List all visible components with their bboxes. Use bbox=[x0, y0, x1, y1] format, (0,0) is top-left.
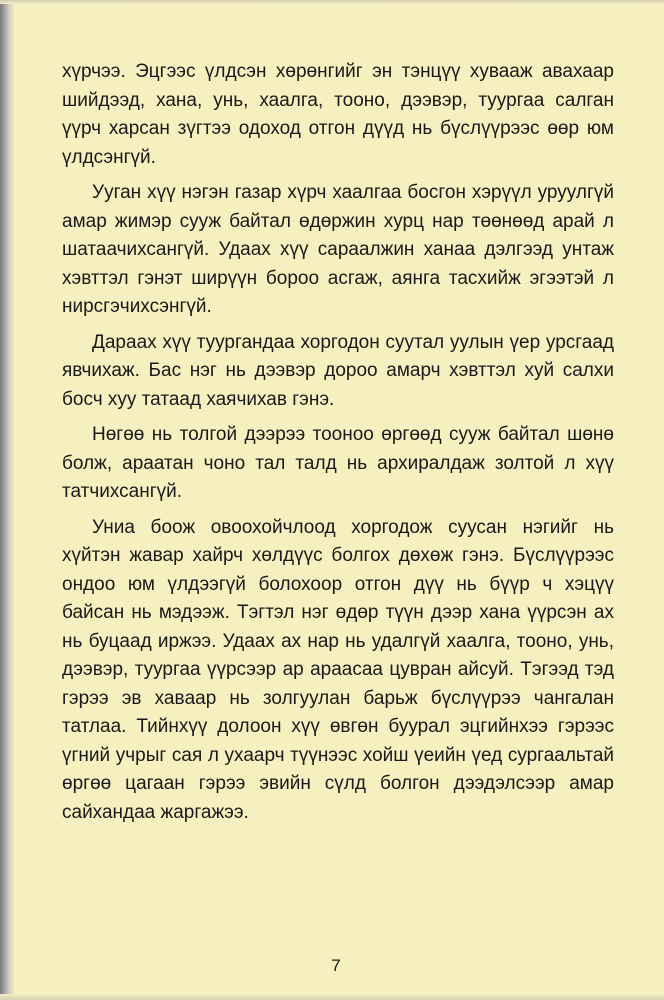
paragraph-4: Нөгөө нь толгой дээрээ тооноо өргөөд сууж байтал шөнө болж, араатан чоно тал талд нь архиралдаж золтой л хүү татчихсангүй. bbox=[62, 424, 614, 502]
paragraph-3: Дараах хүү туургандаа хоргодон суутал уулын үер урсгаад явчихаж. Бас нэг нь дээвэр дороо амарч хэвттэл хуй салхи босч хуу татаад хаячихав гэнэ. bbox=[62, 331, 614, 410]
paragraph-5: Униа боож овоохойчлоод хоргодож суусан нэгийг нь хүйтэн жавар хайрч хөлдүүс болгох дөхөж гэнэ. Бүслүүрээс ондоо юм үлдээгүй болохоор отгон дүү нь бүүр ч хэцүү байсан нь мэдээж. Тэгтэл нэг өдөр түүн дээр хана үүрсэн ах нь буцаад иржээ. Удаах ах нар нь удалгүй хаалга, тооно, унь, дээвэр, туургаа үүрсээр ар араасаа цувран айсуй. Тэгээд тэд гэрээ эв хавaар нь золгуулан барьж бүслүүрээ чангалан татлаа. Тийнхүү долоон хүү өвгөн буурал эцгийнхээ гэрээс үгний учрыг сая л ухаарч түүнээс хойш үеийн үед сургаальтай өргөө цагаан гэрээ эвийн сүлд болгон дээдэлсээр амар сайхандаа жаргажээ. bbox=[62, 516, 614, 823]
scan-binding-edge bbox=[0, 0, 14, 1000]
page-number: 7 bbox=[331, 956, 341, 975]
scan-bottom-edge bbox=[0, 994, 664, 1000]
paragraph-1: хүрчээ. Эцгээс үлдсэн хөрөнгийг эн тэнцүү хувааж авахаар шийдээд, хана, унь, хаалга, тооно, дээвэр, туургаа салган үүрч харсан зүгтээ одоход отгон дүүд нь бүслүүрээс өөр юм үлдсэнгүй. bbox=[62, 61, 614, 168]
scan-top-edge bbox=[0, 0, 664, 4]
paragraph-2: Ууган хүү нэгэн газар хүрч хаалгаа босгон хэрүүл уруулгүй амар жимэр сууж байтал өдөржин хурц нар төөнөөд арай л шатаачихсангүй. Удаах хүү сараалжин ханаа дэлгээд унтаж хэвттэл гэнэт ширүүн бороо асгаж, аянга тасхийж эгээтэй л нирсгэчихсэнгүй. bbox=[62, 182, 614, 317]
page-body bbox=[62, 58, 614, 834]
